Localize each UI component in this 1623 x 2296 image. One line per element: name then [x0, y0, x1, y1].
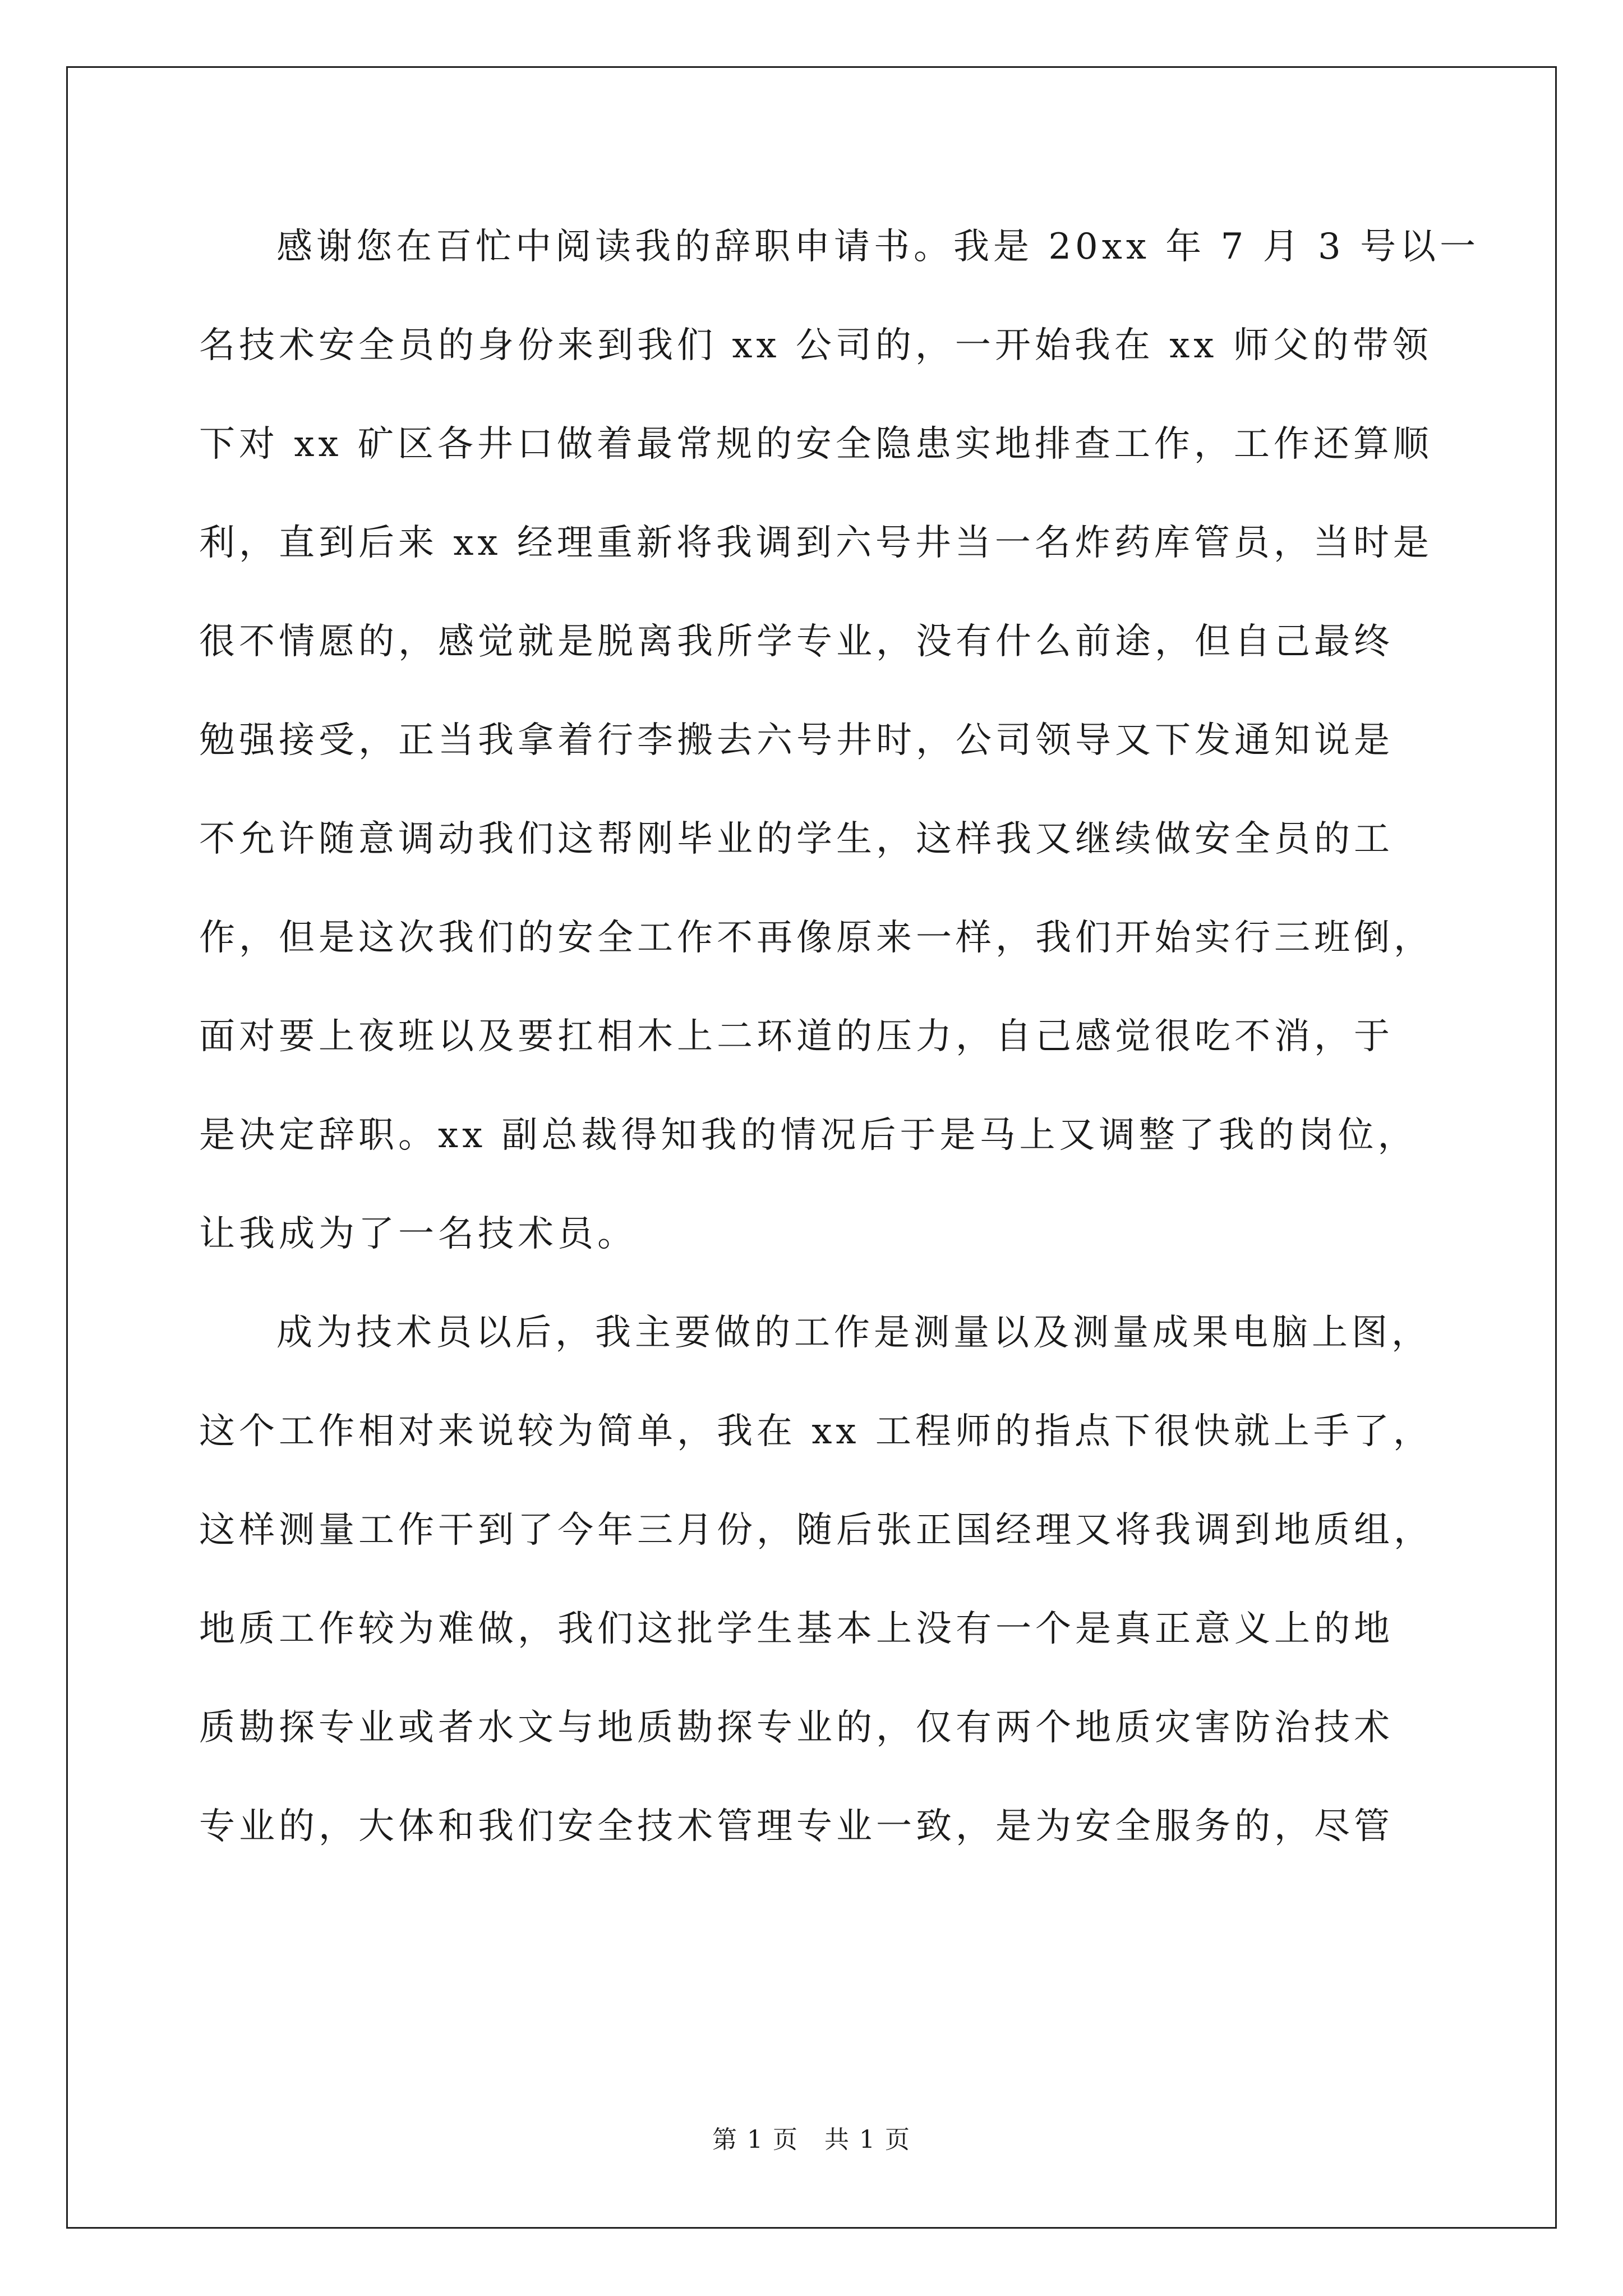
paragraph-2 — [199, 1308, 1433, 1900]
paragraph-line: 下对 xx 矿区各井口做着最常规的安全隐患实地排查工作，工作还算顺 — [199, 424, 1433, 465]
paragraph-line: 面对要上夜班以及要扛相木上二环道的压力，自己感觉很吃不消，于 — [199, 1016, 1394, 1057]
paragraph-line: 作，但是这次我们的安全工作不再像原来一样，我们开始实行三班倒， — [199, 917, 1433, 959]
document-body — [199, 222, 1480, 1900]
paragraph-line: 利，直到后来 xx 经理重新将我调到六号井当一名炸药库管员，当时是 — [199, 522, 1433, 564]
paragraph-line: 让我成为了一名技术员。 — [199, 1213, 637, 1255]
page-footer: 第 1 页 共 1 页 — [712, 2125, 911, 2154]
paragraph-line: 不允许随意调动我们这帮刚毕业的学生，这样我又继续做安全员的工 — [199, 818, 1394, 860]
paragraph-line: 名技术安全员的身份来到我们 xx 公司的，一开始我在 xx 师父的带领 — [199, 325, 1432, 366]
paragraph-line: 成为技术员以后，我主要做的工作是测量以及测量成果电脑上图， — [276, 1312, 1431, 1354]
paragraph-line: 质勘探专业或者水文与地质勘探专业的，仅有两个地质灾害防治技术 — [199, 1707, 1394, 1749]
paragraph-line: 这样测量工作干到了今年三月份，随后张正国经理又将我调到地质组， — [199, 1510, 1433, 1551]
paragraph-line: 是决定辞职。xx 副总裁得知我的情况后于是马上又调整了我的岗位， — [199, 1115, 1418, 1156]
paragraph-1 — [199, 222, 1480, 1308]
paragraph-line: 这个工作相对来说较为简单，我在 xx 工程师的指点下很快就上手了， — [199, 1411, 1433, 1452]
paragraph-line: 勉强接受，正当我拿着行李搬去六号井时，公司领导又下发通知说是 — [199, 720, 1394, 761]
paragraph-line: 专业的，大体和我们安全技术管理专业一致，是为安全服务的，尽管 — [199, 1806, 1394, 1847]
paragraph-line: 地质工作较为难做，我们这批学生基本上没有一个是真正意义上的地 — [199, 1608, 1394, 1650]
paragraph-line: 感谢您在百忙中阅读我的辞职申请书。我是 20xx 年 7 月 3 号以一 — [276, 226, 1480, 268]
paragraph-line: 很不情愿的，感觉就是脱离我所学专业，没有什么前途，但自己最终 — [199, 621, 1394, 662]
